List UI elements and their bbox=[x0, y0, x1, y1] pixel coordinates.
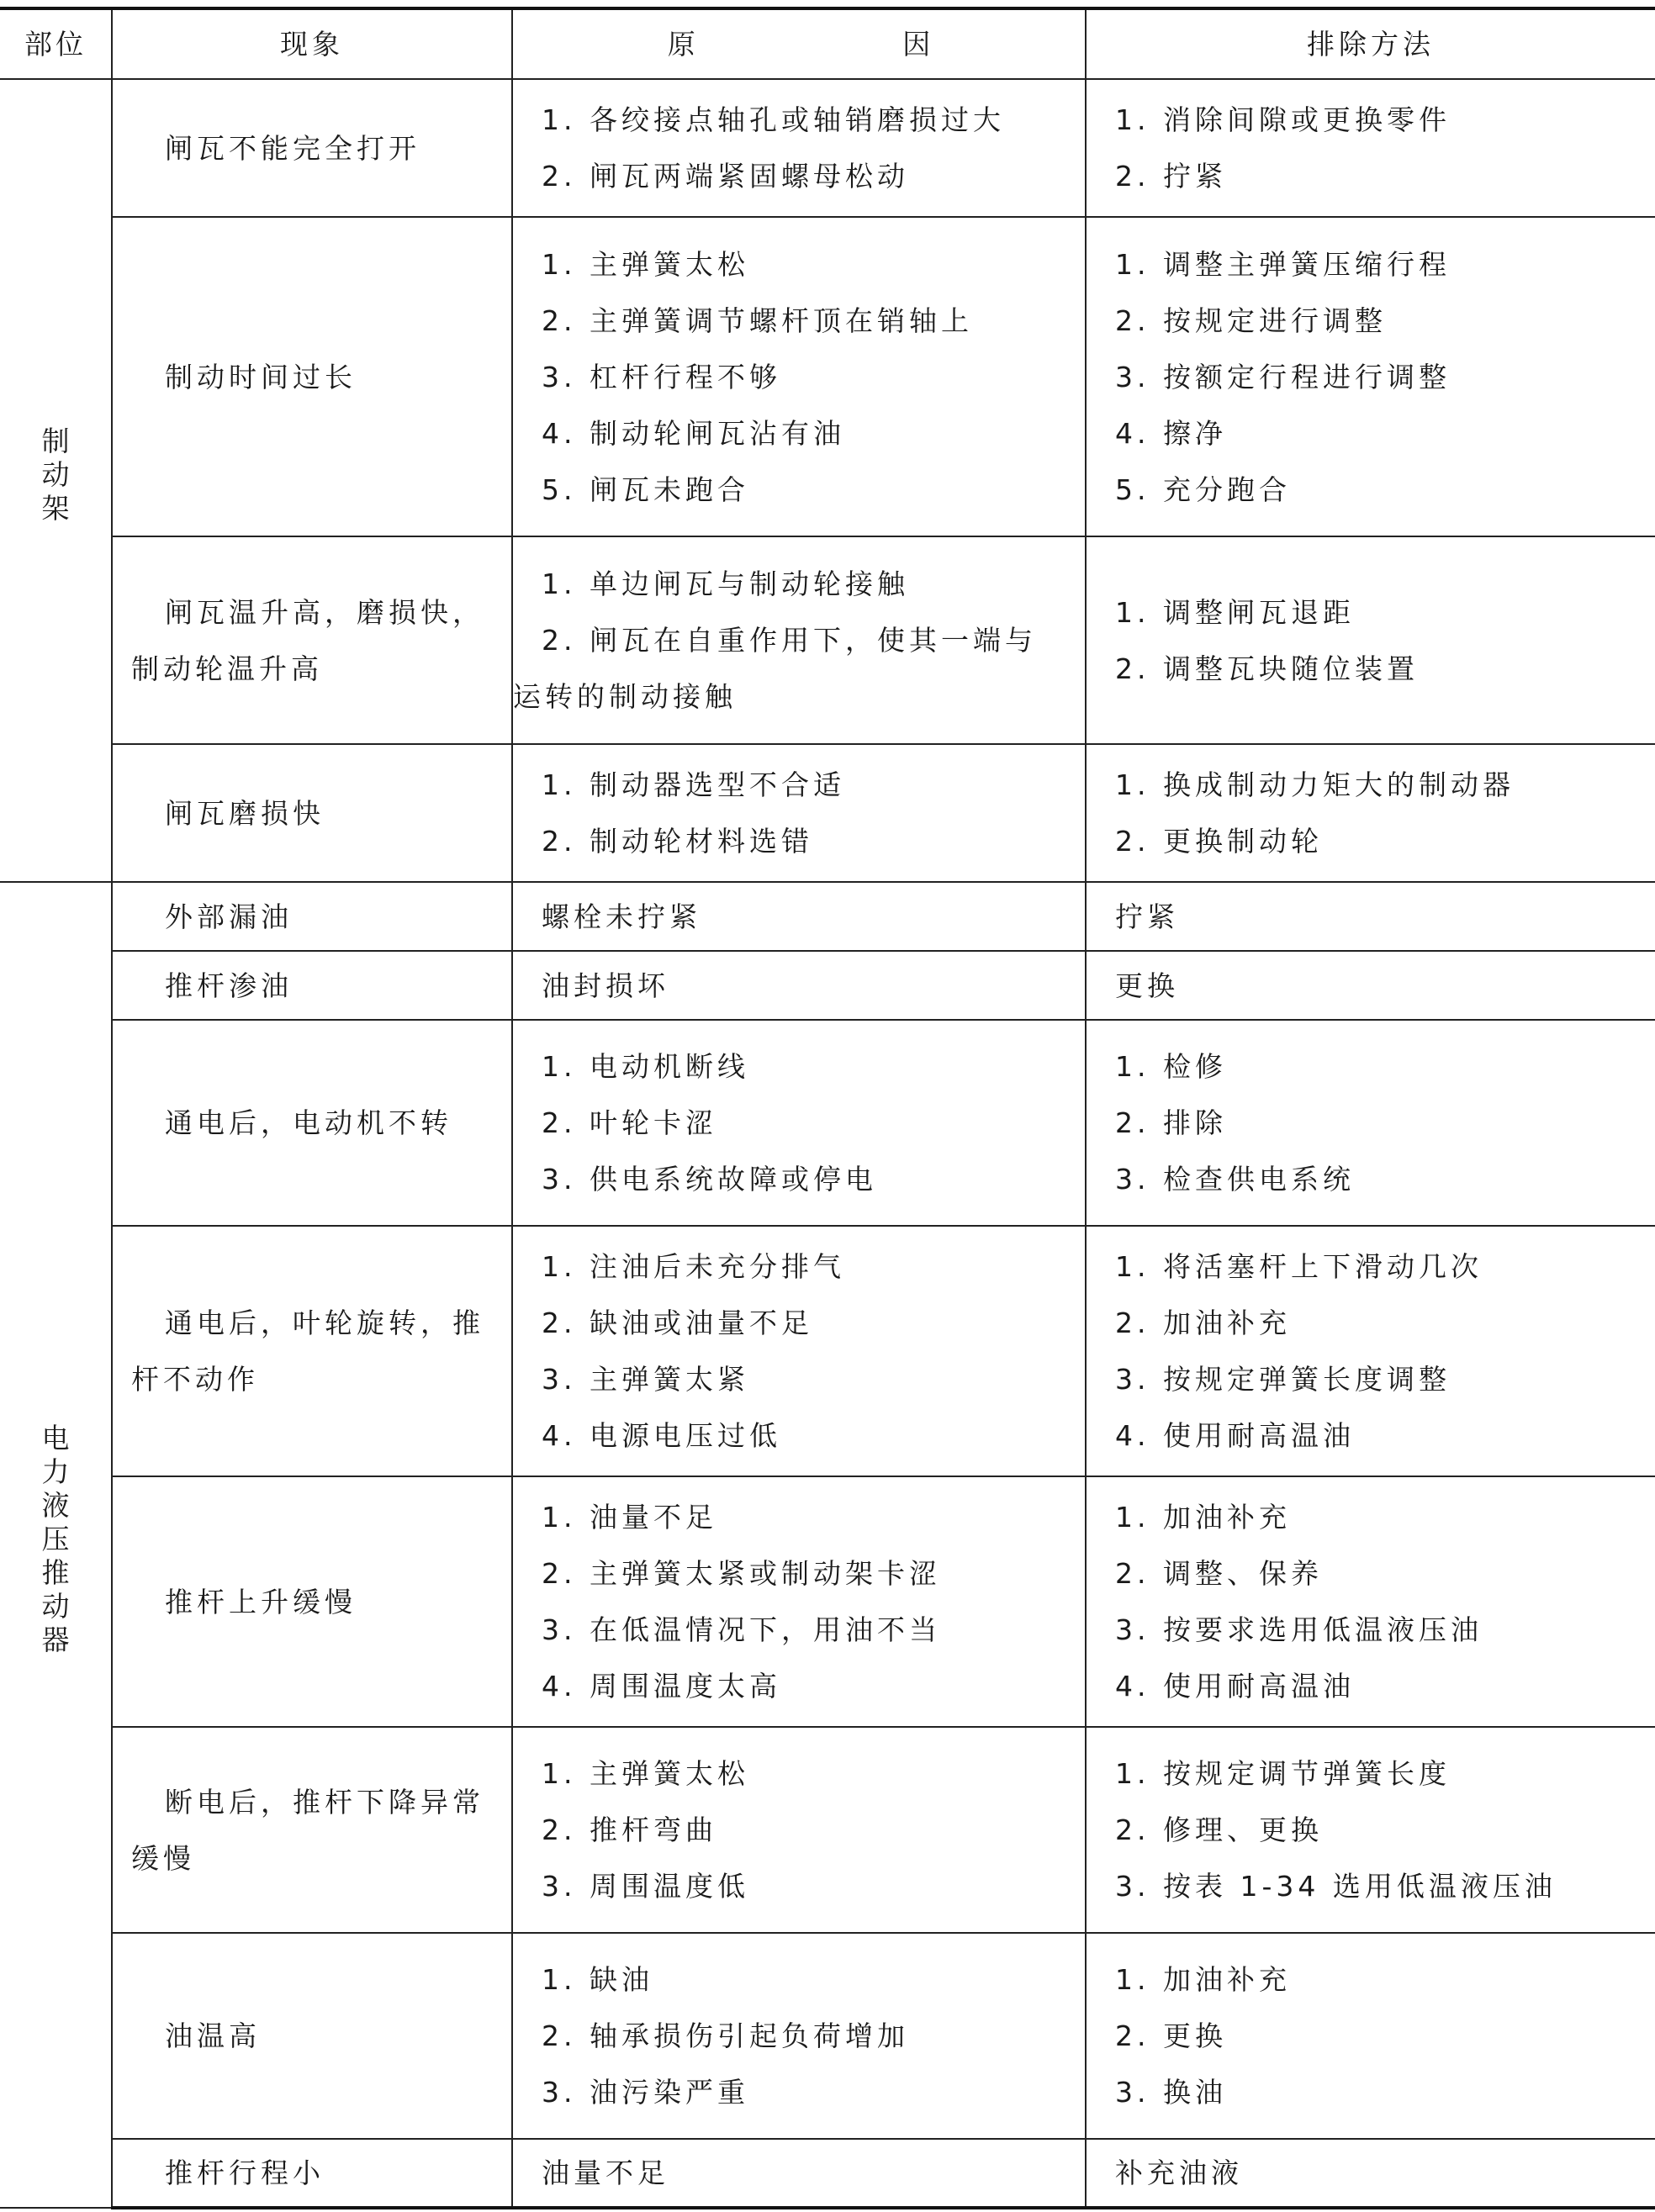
table-row bbox=[0, 882, 1655, 951]
table-row bbox=[0, 536, 1655, 744]
cause-cell: 1. 电动机断线 2. 叶轮卡涩 3. 供电系统故障或停电 bbox=[512, 1020, 1086, 1226]
remedy-cell: 1. 按规定调节弹簧长度 2. 修理、更换 3. 按表 1-34 选用低温液压油 bbox=[1086, 1727, 1655, 1933]
cause-cell: 1. 缺油 2. 轴承损伤引起负荷增加 3. 油污染严重 bbox=[512, 1933, 1086, 2139]
phenomenon-cell: 推杆行程小 bbox=[112, 2139, 512, 2208]
part-cell bbox=[0, 882, 112, 2208]
remedy-cell: 1. 将活塞杆上下滑动几次 2. 加油补充 3. 按规定弹簧长度调整 4. 使用耐高温油 bbox=[1086, 1226, 1655, 1476]
phenomenon-cell: 推杆渗油 bbox=[112, 951, 512, 1020]
phenomenon-cell: 油温高 bbox=[112, 1933, 512, 2139]
cause-cell: 1. 制动器选型不合适 2. 制动轮材料选错 bbox=[512, 744, 1086, 882]
cause-cell: 1. 主弹簧太松 2. 主弹簧调节螺杆顶在销轴上 3. 杠杆行程不够 4. 制动轮闸瓦沾有油 5. 闸瓦未跑合 bbox=[512, 217, 1086, 536]
troubleshooting-table bbox=[0, 7, 1655, 2209]
remedy-cell: 1. 消除间隙或更换零件 2. 拧紧 bbox=[1086, 79, 1655, 217]
header-remedy: 排除方法 bbox=[1086, 8, 1655, 79]
remedy-cell: 1. 调整主弹簧压缩行程 2. 按规定进行调整 3. 按额定行程进行调整 4. 擦净 5. 充分跑合 bbox=[1086, 217, 1655, 536]
table-row bbox=[0, 1476, 1655, 1727]
cause-cell: 油量不足 bbox=[512, 2139, 1086, 2208]
phenomenon-cell: 通电后，电动机不转 bbox=[112, 1020, 512, 1226]
table-row bbox=[0, 1226, 1655, 1476]
part-label: 电力液压推动器 bbox=[41, 1422, 70, 1656]
phenomenon-cell: 制动时间过长 bbox=[112, 217, 512, 536]
cause-cell: 1. 油量不足 2. 主弹簧太紧或制动架卡涩 3. 在低温情况下，用油不当 4. 周围温度太高 bbox=[512, 1476, 1086, 1727]
table-row bbox=[0, 1020, 1655, 1226]
phenomenon-cell: 断电后，推杆下降异常 缓慢 bbox=[112, 1727, 512, 1933]
cause-cell: 油封损坏 bbox=[512, 951, 1086, 1020]
table-row bbox=[0, 79, 1655, 217]
cause-cell: 1. 单边闸瓦与制动轮接触 2. 闸瓦在自重作用下，使其一端与 运转的制动接触 bbox=[512, 536, 1086, 744]
remedy-cell: 1. 加油补充 2. 调整、保养 3. 按要求选用低温液压油 4. 使用耐高温油 bbox=[1086, 1476, 1655, 1727]
remedy-cell: 补充油液 bbox=[1086, 2139, 1655, 2208]
remedy-cell: 拧紧 bbox=[1086, 882, 1655, 951]
header-row bbox=[0, 8, 1655, 79]
header-cause: 原 因 bbox=[512, 8, 1086, 79]
table-row bbox=[0, 744, 1655, 882]
part-label: 制动架 bbox=[41, 425, 70, 525]
header-phenomenon: 现象 bbox=[112, 8, 512, 79]
remedy-cell: 1. 换成制动力矩大的制动器 2. 更换制动轮 bbox=[1086, 744, 1655, 882]
remedy-cell: 更换 bbox=[1086, 951, 1655, 1020]
phenomenon-cell: 通电后，叶轮旋转，推 杆不动作 bbox=[112, 1226, 512, 1476]
cause-cell: 1. 主弹簧太松 2. 推杆弯曲 3. 周围温度低 bbox=[512, 1727, 1086, 1933]
part-cell bbox=[0, 79, 112, 882]
table-row bbox=[0, 217, 1655, 536]
phenomenon-cell: 外部漏油 bbox=[112, 882, 512, 951]
table-row bbox=[0, 1727, 1655, 1933]
remedy-cell: 1. 检修 2. 排除 3. 检查供电系统 bbox=[1086, 1020, 1655, 1226]
remedy-cell: 1. 加油补充 2. 更换 3. 换油 bbox=[1086, 1933, 1655, 2139]
table-row bbox=[0, 951, 1655, 1020]
cause-cell: 1. 注油后未充分排气 2. 缺油或油量不足 3. 主弹簧太紧 4. 电源电压过低 bbox=[512, 1226, 1086, 1476]
phenomenon-cell: 闸瓦温升高，磨损快， 制动轮温升高 bbox=[112, 536, 512, 744]
phenomenon-cell: 闸瓦不能完全打开 bbox=[112, 79, 512, 217]
remedy-cell: 1. 调整闸瓦退距 2. 调整瓦块随位装置 bbox=[1086, 536, 1655, 744]
table-row bbox=[0, 2139, 1655, 2208]
cause-cell: 1. 各绞接点轴孔或轴销磨损过大 2. 闸瓦两端紧固螺母松动 bbox=[512, 79, 1086, 217]
phenomenon-cell: 推杆上升缓慢 bbox=[112, 1476, 512, 1727]
phenomenon-cell: 闸瓦磨损快 bbox=[112, 744, 512, 882]
table-row bbox=[0, 1933, 1655, 2139]
cause-cell: 螺栓未拧紧 bbox=[512, 882, 1086, 951]
header-part: 部位 bbox=[0, 8, 112, 79]
